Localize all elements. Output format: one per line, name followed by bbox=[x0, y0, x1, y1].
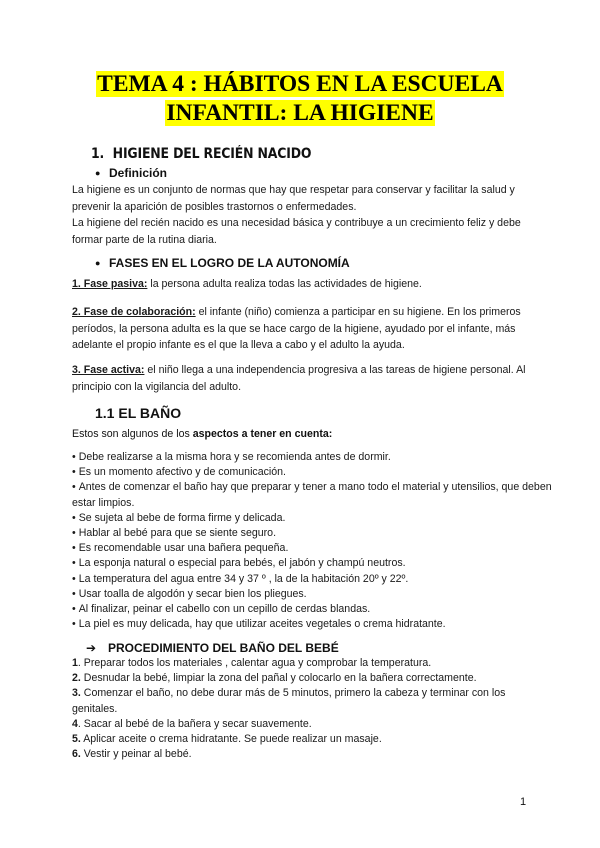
bullet-icon: ● bbox=[95, 258, 101, 268]
list-item-text: Es recomendable usar una bañera pequeña. bbox=[78, 542, 289, 555]
list-item bbox=[72, 732, 544, 747]
list-item-text: Antes de comenzar el baño hay que preparar y tener a mano todo el material y utensilios, que deben estar limpios. bbox=[72, 481, 552, 509]
phase-text: el infante (niño) comienza a participar en su higiene. En los primeros períodos, la persona adulta es la que se hace cargo de la higiene, ayudado por el infante, más adelante el propio infante es el que la lleva a cabo y el adulto la ayuda. bbox=[72, 306, 521, 352]
phase-term: 3. Fase activa: bbox=[72, 364, 145, 376]
step-number: 2. bbox=[72, 672, 81, 685]
list-item bbox=[72, 511, 552, 526]
procedure-heading bbox=[86, 641, 339, 655]
definition-paragraph-1: La higiene es un conjunto de normas que hay que respetar para conservar y facilitar la salud y prevenir la aparición de posibles trastornos o enfermedades. bbox=[72, 184, 515, 213]
bullet-icon: • bbox=[72, 587, 76, 600]
list-item bbox=[72, 686, 544, 716]
section-1-heading bbox=[91, 146, 311, 162]
step-text: . Preparar todos los materiales , calentar agua y comprobar la temperatura. bbox=[77, 657, 432, 669]
procedure-steps bbox=[72, 656, 544, 762]
bullet-icon: • bbox=[72, 466, 76, 479]
arrow-right-icon: ➔ bbox=[86, 641, 97, 655]
list-item bbox=[72, 747, 544, 762]
list-item-text: La esponja natural o especial para bebés, el jabón y champú neutros. bbox=[78, 557, 406, 570]
list-item-text: La piel es muy delicada, hay que utilizar aceites vegetales o crema hidratante. bbox=[78, 618, 446, 631]
section-1-number: 1. bbox=[91, 146, 105, 162]
phase-text: la persona adulta realiza todas las actividades de higiene. bbox=[147, 278, 422, 290]
title-line-1: TEMA 4 : HÁBITOS EN LA ESCUELA bbox=[97, 71, 503, 97]
list-item bbox=[72, 541, 552, 556]
list-item-text: Usar toalla de algodón y secar bien los pliegues. bbox=[78, 587, 307, 600]
list-item bbox=[72, 465, 552, 480]
list-item bbox=[72, 526, 552, 541]
step-number: 4 bbox=[72, 717, 78, 730]
list-item-text: Se sujeta al bebe de forma firme y delicada. bbox=[78, 511, 286, 524]
section-1-1-heading: 1.1 EL BAÑO bbox=[95, 405, 182, 421]
aspects-list bbox=[72, 450, 552, 632]
list-item-text: Hablar al bebé para que se siente seguro. bbox=[78, 527, 277, 540]
list-item bbox=[72, 602, 552, 617]
bullet-icon: • bbox=[72, 542, 76, 555]
bullet-icon: • bbox=[72, 618, 76, 631]
phase-item bbox=[72, 362, 542, 395]
aspects-intro-bold: aspectos a tener en cuenta: bbox=[192, 428, 333, 440]
list-item bbox=[72, 480, 552, 510]
phases-heading bbox=[95, 256, 350, 270]
title-line-2: INFANTIL: LA HIGIENE bbox=[166, 100, 434, 126]
step-number: 1 bbox=[72, 657, 78, 669]
aspects-intro bbox=[72, 428, 332, 440]
list-item bbox=[72, 556, 552, 571]
phase-item bbox=[72, 276, 542, 293]
list-item bbox=[72, 572, 552, 587]
section-1-title: HIGIENE DEL RECIÉN NACIDO bbox=[112, 146, 312, 162]
step-text: Vestir y peinar al bebé. bbox=[80, 748, 192, 761]
list-item-text: Debe realizarse a la misma hora y se recomienda antes de dormir. bbox=[78, 451, 391, 463]
bullet-icon: • bbox=[72, 572, 76, 585]
step-number: 3. bbox=[72, 687, 81, 700]
list-item bbox=[72, 617, 552, 632]
document-title bbox=[0, 70, 600, 128]
list-item bbox=[72, 656, 544, 671]
step-text: Comenzar el baño, no debe durar más de 5 minutos, primero la cabeza y terminar con los genitales. bbox=[72, 687, 506, 715]
step-number: 6. bbox=[72, 748, 81, 761]
phase-text: el niño llega a una independencia progresiva a las tareas de higiene personal. Al principio con la vigilancia del adulto. bbox=[72, 364, 526, 393]
bullet-icon: • bbox=[72, 451, 76, 463]
definition-text bbox=[72, 182, 542, 248]
procedure-title: PROCEDIMIENTO DEL BAÑO DEL BEBÉ bbox=[108, 641, 339, 655]
aspects-intro-prefix: Estos son algunos de los bbox=[72, 428, 193, 440]
page-number: 1 bbox=[520, 796, 527, 808]
list-item bbox=[72, 671, 544, 686]
list-item bbox=[72, 717, 544, 732]
phases-label: FASES EN EL LOGRO DE LA AUTONOMÍA bbox=[109, 256, 350, 270]
list-item-text: Al finalizar, peinar el cabello con un cepillo de cerdas blandas. bbox=[78, 603, 371, 616]
definition-heading bbox=[95, 166, 167, 180]
step-text: Desnudar la bebé, limpiar la zona del pañal y colocarlo en la bañera correctamente. bbox=[80, 672, 477, 685]
bullet-icon: • bbox=[72, 557, 76, 570]
bullet-icon: • bbox=[72, 603, 76, 616]
step-number: 5. bbox=[72, 733, 81, 746]
phase-term: 2. Fase de colaboración: bbox=[72, 306, 196, 318]
step-text: Aplicar aceite o crema hidratante. Se puede realizar un masaje. bbox=[80, 733, 382, 746]
list-item bbox=[72, 587, 552, 602]
list-item bbox=[72, 450, 552, 465]
bullet-icon: • bbox=[72, 481, 76, 494]
phase-term: 1. Fase pasiva: bbox=[72, 278, 148, 290]
bullet-icon: ● bbox=[95, 168, 101, 178]
list-item-text: La temperatura del agua entre 34 y 37 º , la de la habitación 20º y 22º. bbox=[78, 572, 409, 585]
definition-label: Definición bbox=[109, 166, 168, 180]
phase-item bbox=[72, 304, 542, 354]
bullet-icon: • bbox=[72, 527, 76, 540]
list-item-text: Es un momento afectivo y de comunicación. bbox=[78, 466, 286, 479]
definition-paragraph-2: La higiene del recién nacido es una necesidad básica y contribuye a un crecimiento feliz y debe formar parte de la rutina diaria. bbox=[72, 217, 521, 246]
step-text: . Sacar al bebé de la bañera y secar suavemente. bbox=[77, 717, 312, 730]
bullet-icon: • bbox=[72, 511, 76, 524]
